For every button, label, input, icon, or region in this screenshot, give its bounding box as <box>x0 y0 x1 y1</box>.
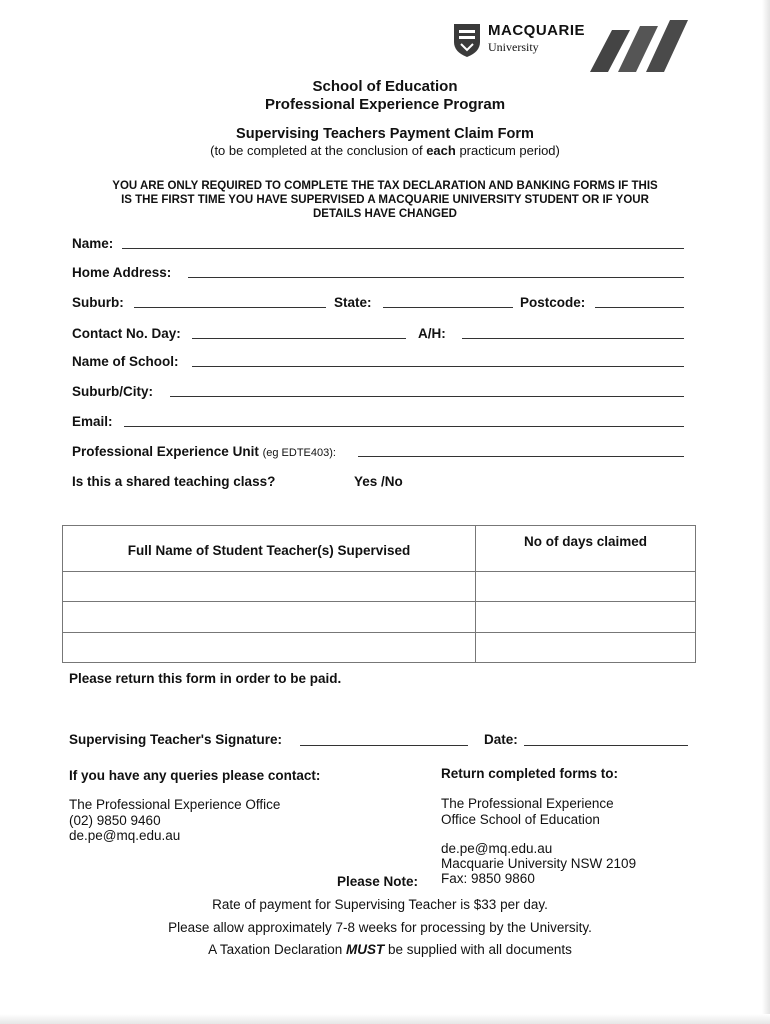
days-cell[interactable] <box>476 633 696 663</box>
suburb-field[interactable] <box>134 307 326 308</box>
tax-bold: MUST <box>345 942 385 957</box>
form-subtitle <box>0 143 770 158</box>
signature-field[interactable] <box>300 745 468 746</box>
office-email: de.pe@mq.edu.au <box>69 828 181 843</box>
name-field[interactable] <box>122 248 684 249</box>
home-address-label: Home Address: <box>72 265 172 280</box>
unit-field[interactable] <box>358 456 684 457</box>
table-header-row <box>63 526 696 572</box>
tax-declaration-note <box>0 942 770 957</box>
processing-time: Please allow approximately 7-8 weeks for processing by the University. <box>168 920 592 935</box>
unit-label <box>72 444 336 459</box>
name-label: Name: <box>72 236 114 251</box>
state-label: State: <box>334 295 372 310</box>
return-address: Macquarie University NSW 2109 <box>441 856 637 871</box>
suburb-label: Suburb: <box>72 295 124 310</box>
student-name-cell[interactable] <box>63 572 476 602</box>
form-title: Supervising Teachers Payment Claim Form <box>236 126 534 142</box>
table-row <box>63 602 696 633</box>
col-student-name: Full Name of Student Teacher(s) Supervised <box>63 526 476 572</box>
subtitle-bold: each <box>426 143 456 158</box>
postcode-label: Postcode: <box>520 295 586 310</box>
return-heading: Return completed forms to: <box>441 766 619 781</box>
unit-hint: (eg EDTE403): <box>262 447 336 459</box>
return-line-2: Office School of Education <box>441 812 600 827</box>
stripes-icon <box>590 16 692 72</box>
logo-line-2: University <box>488 40 539 54</box>
ah-label: A/H: <box>418 326 446 341</box>
office-phone: (02) 9850 9460 <box>69 813 161 828</box>
subtitle-pre: (to be completed at the conclusion of <box>210 143 427 158</box>
return-note: Please return this form in order to be paid. <box>69 671 342 686</box>
state-field[interactable] <box>383 307 513 308</box>
school-heading: School of Education <box>312 78 458 95</box>
date-field[interactable] <box>524 745 688 746</box>
claim-table <box>62 525 696 663</box>
office-name: The Professional Experience Office <box>69 797 281 812</box>
tax-pre: A Taxation Declaration <box>208 942 346 957</box>
return-line-1: The Professional Experience <box>441 796 614 811</box>
table-row <box>63 572 696 602</box>
days-cell[interactable] <box>476 572 696 602</box>
suburb-city-field[interactable] <box>170 396 684 397</box>
return-fax: Fax: 9850 9860 <box>441 871 535 886</box>
subtitle-post: practicum period) <box>455 143 560 158</box>
program-heading: Professional Experience Program <box>264 96 506 113</box>
logo-line-1: MACQUARIE <box>488 22 585 39</box>
school-name-field[interactable] <box>192 366 684 367</box>
shared-class-answer[interactable]: Yes /No <box>354 474 403 489</box>
return-email: de.pe@mq.edu.au <box>441 841 553 856</box>
email-label: Email: <box>72 414 113 429</box>
crest-icon <box>452 22 482 58</box>
shared-class-question: Is this a shared teaching class? <box>72 474 276 489</box>
page-edge-right <box>762 0 770 1024</box>
table-row <box>63 633 696 663</box>
contact-day-field[interactable] <box>192 338 406 339</box>
date-label: Date: <box>484 732 518 747</box>
notice-line-2: IS THE FIRST TIME YOU HAVE SUPERVISED A MACQUARIE UNIVERSITY STUDENT OR IF YOUR <box>121 194 649 206</box>
payment-rate: Rate of payment for Supervising Teacher is $33 per day. <box>212 897 548 912</box>
student-name-cell[interactable] <box>63 633 476 663</box>
tax-post: be supplied with all documents <box>384 942 572 957</box>
queries-heading: If you have any queries please contact: <box>69 768 321 783</box>
suburb-city-label: Suburb/City: <box>72 384 153 399</box>
postcode-field[interactable] <box>595 307 684 308</box>
days-cell[interactable] <box>476 602 696 633</box>
email-field[interactable] <box>124 426 684 427</box>
home-address-field[interactable] <box>188 277 684 278</box>
unit-label-text: Professional Experience Unit <box>72 444 259 459</box>
page-edge-bottom <box>0 1014 770 1024</box>
school-name-label: Name of School: <box>72 354 179 369</box>
notice-line-3: DETAILS HAVE CHANGED <box>313 208 457 220</box>
student-name-cell[interactable] <box>63 602 476 633</box>
contact-day-label: Contact No. Day: <box>72 326 181 341</box>
notice-line-1: YOU ARE ONLY REQUIRED TO COMPLETE THE TAX DECLARATION AND BANKING FORMS IF THIS <box>112 180 658 192</box>
university-logo <box>448 14 692 72</box>
col-days-claimed: No of days claimed <box>476 526 696 572</box>
ah-field[interactable] <box>462 338 684 339</box>
please-note-label: Please Note: <box>337 874 419 889</box>
notice-text <box>0 179 770 221</box>
signature-label: Supervising Teacher's Signature: <box>69 732 283 747</box>
